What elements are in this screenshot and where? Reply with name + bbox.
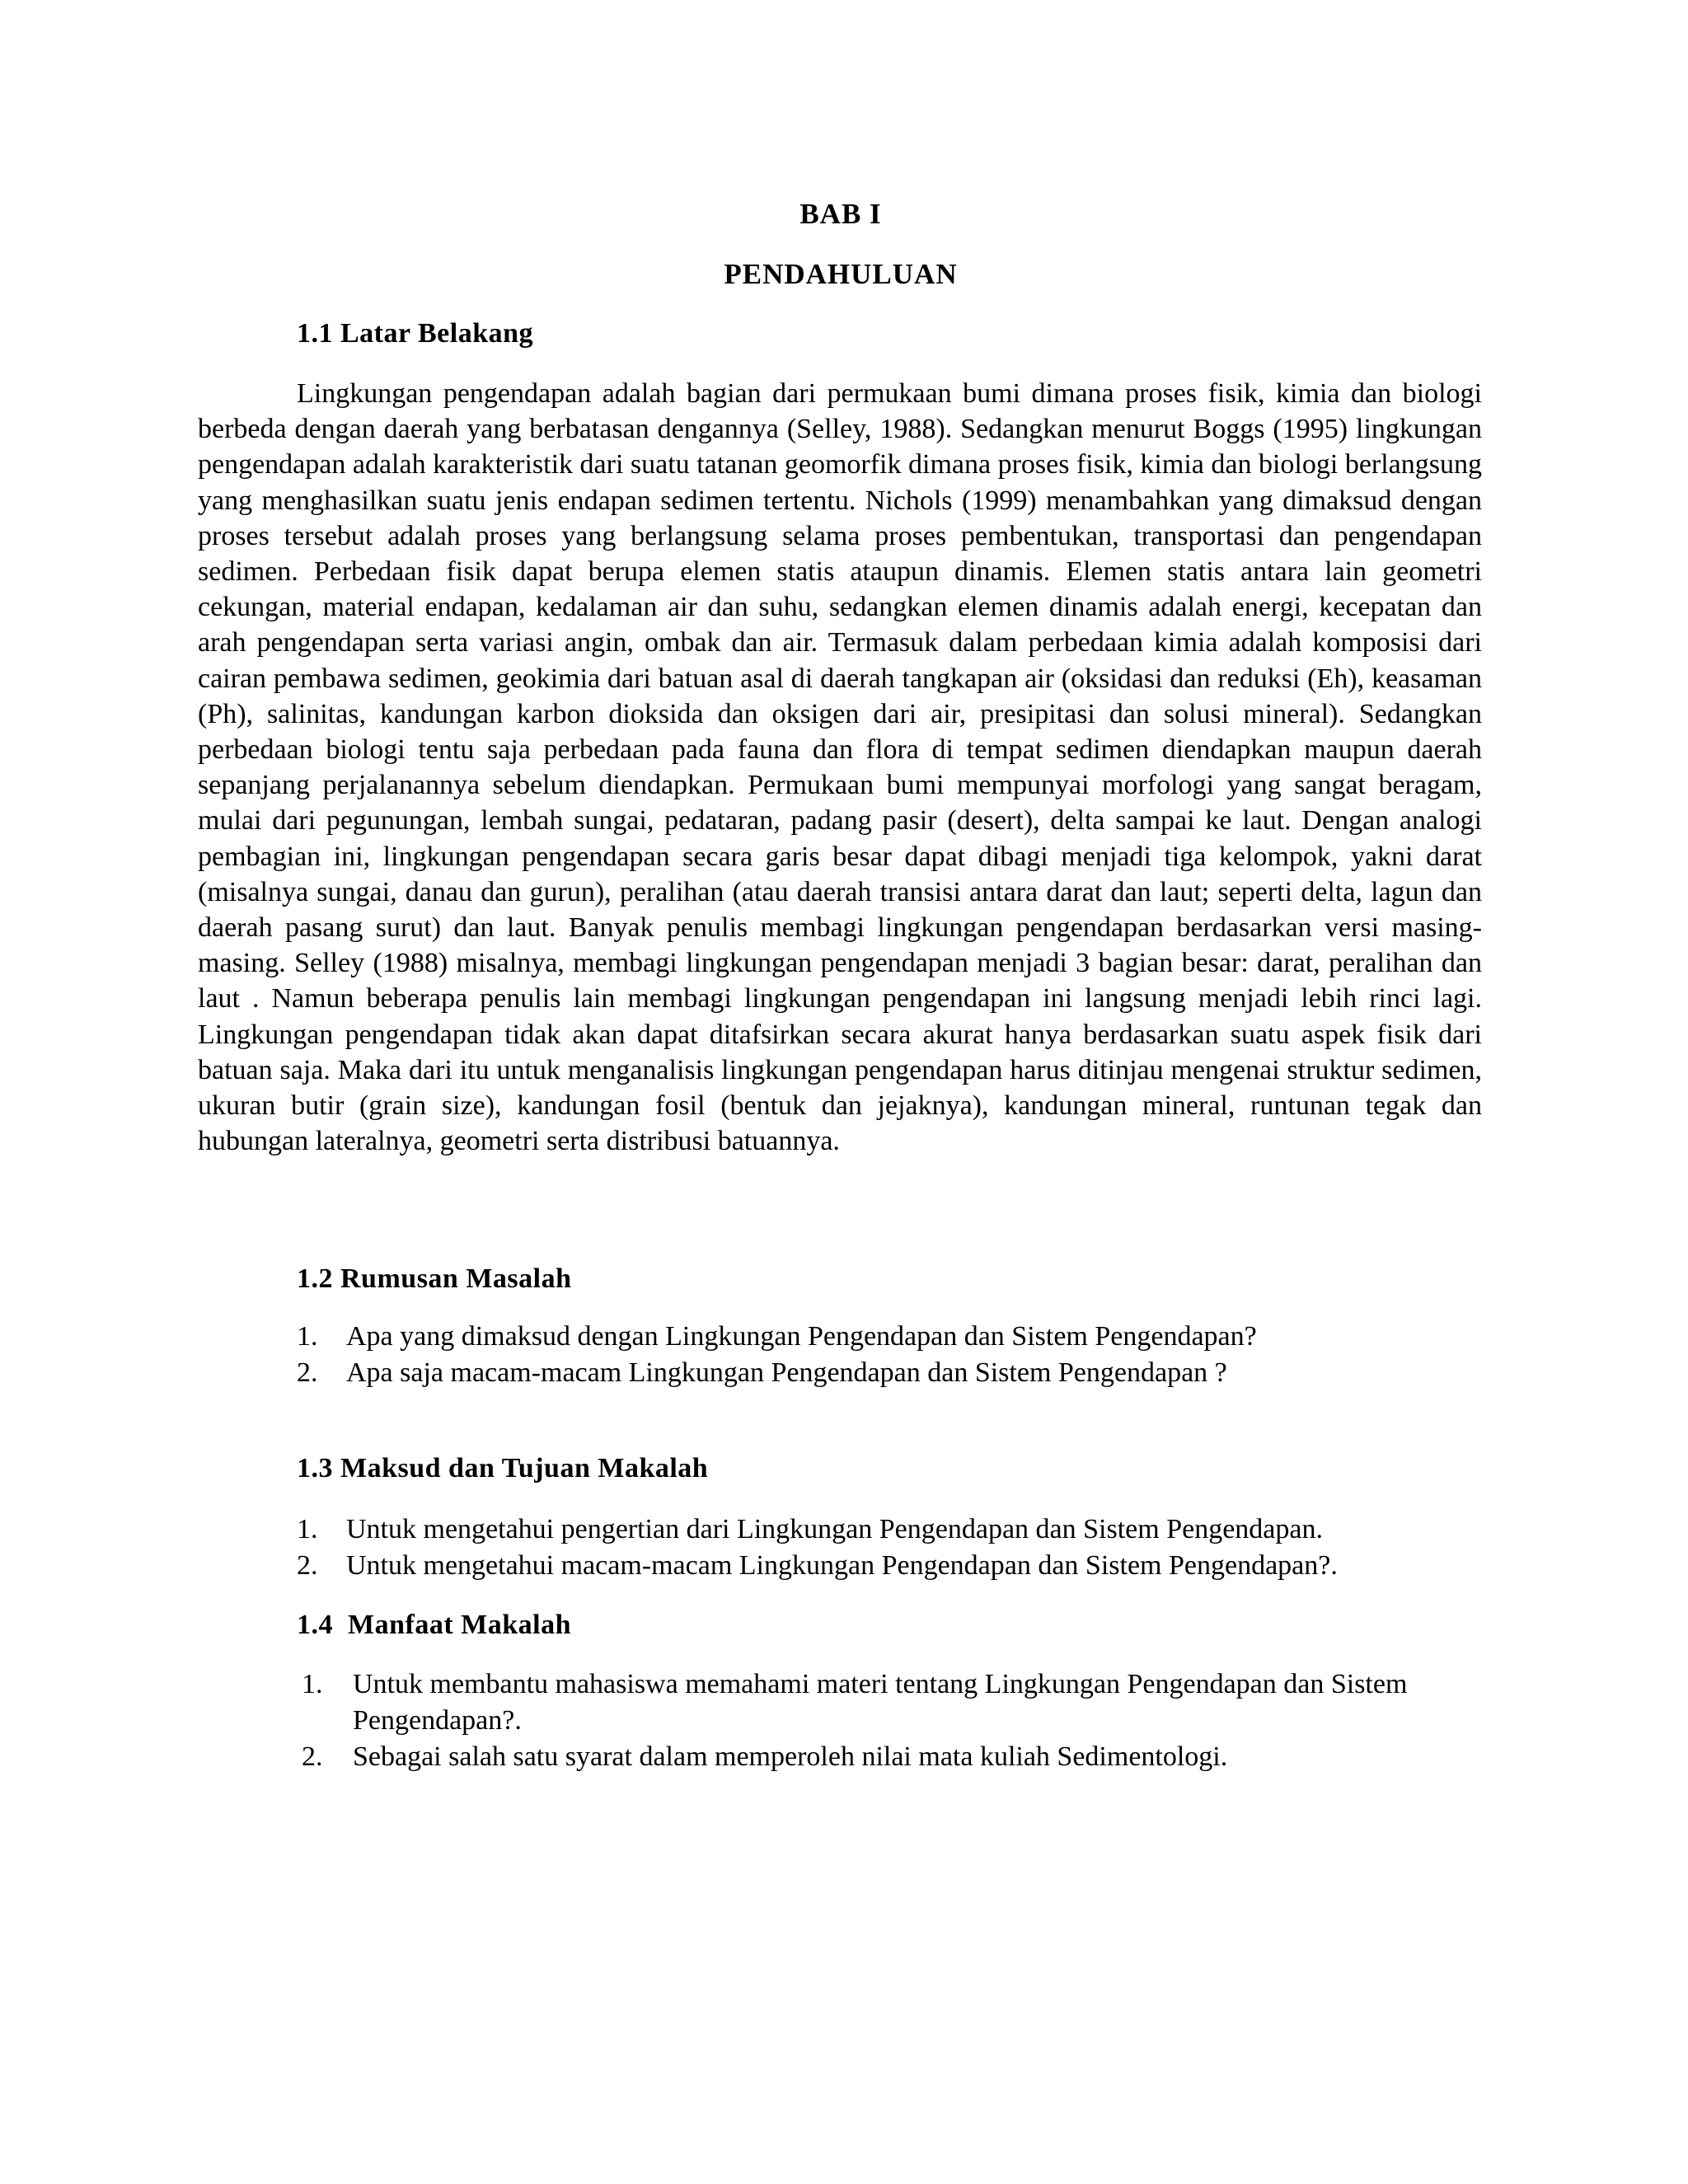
list-item-text: Sebagai salah satu syarat dalam memperoleh nilai mata kuliah Sedimentologi. bbox=[353, 1741, 1228, 1772]
list-item-number: 1. bbox=[297, 1514, 318, 1544]
list-item bbox=[297, 1739, 1484, 1775]
list-item-text: Apa yang dimaksud dengan Lingkungan Pengendapan dan Sistem Pengendapan? bbox=[346, 1321, 1257, 1352]
list-item bbox=[297, 1511, 1484, 1548]
list-item-text: Untuk mengetahui pengertian dari Lingkungan Pengendapan dan Sistem Pengendapan. bbox=[346, 1514, 1323, 1544]
list-item-text: Apa saja macam-macam Lingkungan Pengendapan dan Sistem Pengendapan ? bbox=[346, 1357, 1227, 1388]
maksud-tujuan-list bbox=[297, 1511, 1484, 1584]
list-item-number: 2. bbox=[302, 1741, 323, 1772]
chapter-label: BAB I bbox=[799, 198, 882, 230]
list-item-number: 2. bbox=[297, 1550, 318, 1581]
section-heading-manfaat: 1.4 Manfaat Makalah bbox=[297, 1610, 571, 1640]
section-heading-latar-belakang: 1.1 Latar Belakang bbox=[297, 318, 534, 349]
section-heading-maksud-tujuan: 1.3 Maksud dan Tujuan Makalah bbox=[297, 1453, 709, 1483]
list-item-number: 1. bbox=[297, 1321, 318, 1352]
latar-belakang-paragraph: Lingkungan pengendapan adalah bagian dari permukaan bumi dimana proses fisik, kimia dan biologi berbeda dengan daerah yang berbatasan dengannya (Selley, 1988). Sedangkan menurut Boggs (1995) lingkungan pengendapan adalah karakteristik dari suatu tatanan geomorfik dimana proses fisik, kimia dan biologi berlangsung yang menghasilkan suatu jenis endapan sedimen tertentu. Nichols (1999) menambahkan yang dimaksud dengan proses tersebut adalah proses yang berlangsung selama proses pembentukan, transportasi dan pengendapan sedimen. Perbedaan fisik dapat berupa elemen statis ataupun dinamis. Elemen statis antara lain geometri cekungan, material endapan, kedalaman air dan suhu, sedangkan elemen dinamis adalah energi, kecepatan dan arah pengendapan serta variasi angin, ombak dan air. Termasuk dalam perbedaan kimia adalah komposisi dari cairan pembawa sedimen, geokimia dari batuan asal di daerah tangkapan air (oksidasi dan reduksi (Eh), keasaman (Ph), salinitas, kandungan karbon dioksida dan oksigen dari air, presipitasi dan solusi mineral). Sedangkan perbedaan biologi tentu saja perbedaan pada fauna dan flora di tempat sedimen diendapkan maupun daerah sepanjang perjalanannya sebelum diendapkan. Permukaan bumi mempunyai morfologi yang sangat beragam, mulai dari pegunungan, lembah sungai, pedataran, padang pasir (desert), delta sampai ke laut. Dengan analogi pembagian ini, lingkungan pengendapan secara garis besar dapat dibagi menjadi tiga kelompok, yakni darat (misalnya sungai, danau dan gurun), peralihan (atau daerah transisi antara darat dan laut; seperti delta, lagun dan daerah pasang surut) dan laut. Banyak penulis membagi lingkungan pengendapan berdasarkan versi masing-masing. Selley (1988) misalnya, membagi lingkungan pengendapan menjadi 3 bagian besar: darat, peralihan dan laut . Namun beberapa penulis lain membagi lingkungan pengendapan ini langsung menjadi lebih rinci lagi. Lingkungan pengendapan tidak akan dapat ditafsirkan secara akurat hanya berdasarkan suatu aspek fisik dari batuan saja. Maka dari itu untuk menganalisis lingkungan pengendapan harus ditinjau mengenai struktur sedimen, ukuran butir (grain size), kandungan fosil (bentuk dan jejaknya), kandungan mineral, runtunan tegak dan hubungan lateralnya, geometri serta distribusi batuannya. bbox=[198, 378, 1482, 1157]
rumusan-masalah-list bbox=[297, 1319, 1484, 1391]
list-item bbox=[297, 1355, 1484, 1391]
list-item-text: Untuk mengetahui macam-macam Lingkungan Pengendapan dan Sistem Pengendapan?. bbox=[346, 1550, 1338, 1581]
list-item-text: Untuk membantu mahasiswa memahami materi tentang Lingkungan Pengendapan dan Sistem Pengendapan?. bbox=[353, 1669, 1408, 1736]
list-item bbox=[297, 1666, 1484, 1739]
list-item-number: 1. bbox=[302, 1669, 323, 1699]
list-item bbox=[297, 1319, 1484, 1355]
section-heading-rumusan-masalah: 1.2 Rumusan Masalah bbox=[297, 1263, 572, 1294]
list-item bbox=[297, 1548, 1484, 1584]
manfaat-list bbox=[297, 1666, 1484, 1775]
chapter-title: PENDAHULUAN bbox=[724, 258, 958, 290]
list-item-number: 2. bbox=[297, 1357, 318, 1388]
